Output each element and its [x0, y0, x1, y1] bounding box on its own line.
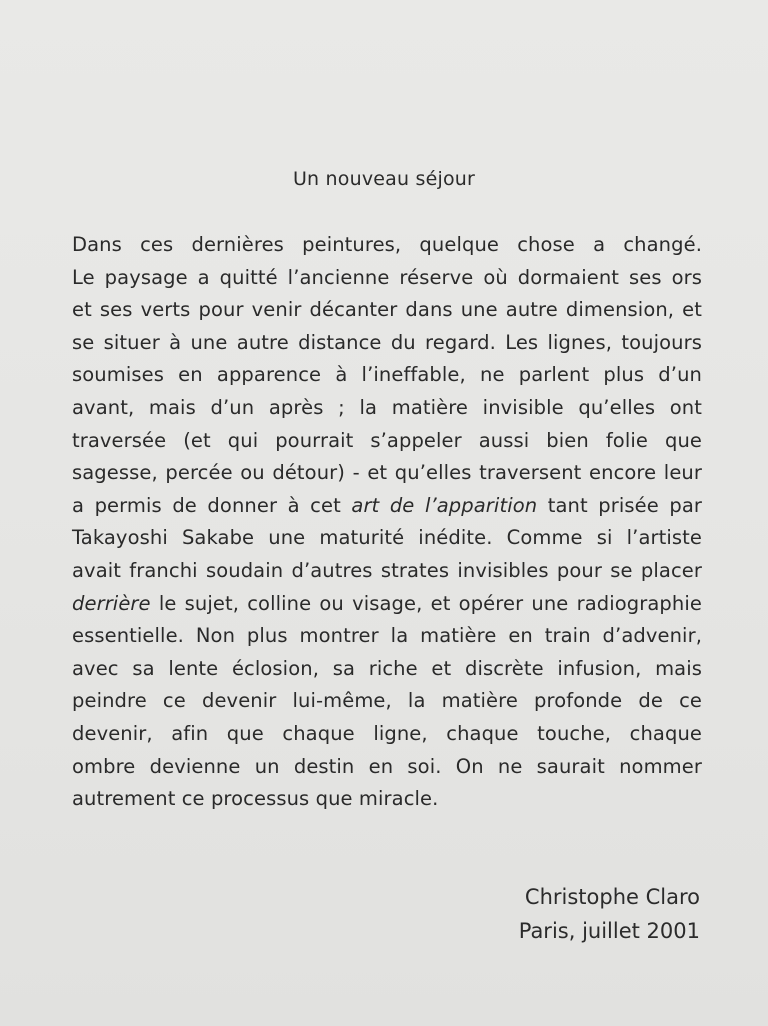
text-line: et ses verts pour venir décanter dans une autre dimension, et [72, 298, 702, 322]
text-line: sagesse, percée ou détour) - et qu’elles traversent encore leur [72, 461, 702, 485]
text-line: Dans ces dernières peintures, quelque chose a changé. [72, 233, 702, 256]
text-line: soumises en apparence à l’ineffable, ne parlent plus d’un [72, 363, 702, 387]
text-line: derrière le sujet, colline ou visage, et opérer une radiographie [72, 591, 702, 615]
italic-phrase: art de l’apparition [351, 493, 538, 517]
signature-block [519, 880, 700, 948]
text-line: a permis de donner à cet art de l’apparition tant prisée par [72, 493, 703, 517]
text-line: essentielle. Non plus montrer la matière en train d’advenir, [72, 624, 702, 648]
body-paragraph [72, 229, 702, 816]
text-line: Le paysage a quitté l’ancienne réserve où dormaient ses ors [72, 265, 702, 289]
text-line: ombre devienne un destin en soi. On ne saurait nommer [72, 754, 702, 778]
italic-word: derrière [72, 591, 151, 615]
text-line: peindre ce devenir lui-même, la matière profonde de ce [72, 689, 702, 713]
text-line: avait franchi soudain d’autres strates invisibles pour se placer [72, 558, 702, 582]
author-name: Christophe Claro [524, 885, 700, 909]
text-line: Takayoshi Sakabe une maturité inédite. Comme si l’artiste [72, 526, 702, 550]
place-date: Paris, juillet 2001 [518, 919, 700, 943]
text-line: avec sa lente éclosion, sa riche et discrète infusion, mais [72, 656, 702, 680]
text-line: autrement ce processus que miracle. [72, 787, 439, 811]
text-line: traversée (et qui pourrait s’appeler aussi bien folie que [72, 428, 702, 452]
text-line: se situer à une autre distance du regard. Les lignes, toujours [72, 330, 702, 354]
document-title: Un nouveau séjour [292, 168, 476, 190]
text-line: avant, mais d’un après ; la matière invisible qu’elles ont [72, 395, 702, 419]
text-line: devenir, afin que chaque ligne, chaque touche, chaque [72, 721, 702, 745]
